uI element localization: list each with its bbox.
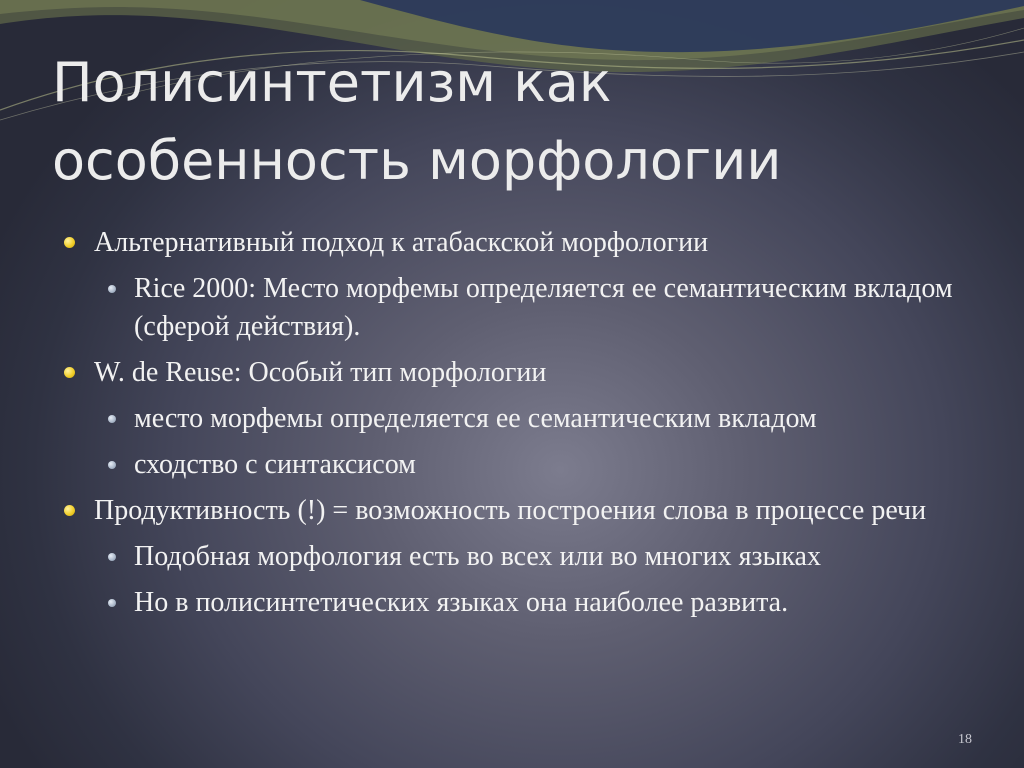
blue-bullet-icon [108, 415, 116, 423]
slide-title-line-1: Полисинтетизм как [52, 51, 612, 114]
sub-bullet-item [64, 538, 964, 576]
blue-bullet-icon [108, 285, 116, 293]
sub-bullet-text: Подобная морфология есть во всех или во многих языках [134, 541, 821, 572]
sub-bullet-item [64, 584, 964, 622]
slide-title-line-2: особенность морфологии [52, 129, 782, 192]
sub-bullet-item [64, 446, 964, 484]
sub-bullet-text: сходство с синтаксисом [134, 449, 416, 480]
bullet-text: W. de Reuse: Особый тип морфологии [94, 357, 547, 388]
sub-bullet-item [64, 400, 964, 438]
blue-bullet-icon [108, 599, 116, 607]
bullet-text: Альтернативный подход к атабаскской морфологии [94, 227, 709, 258]
slide-title [52, 44, 992, 200]
bullet-item [64, 492, 964, 530]
sub-bullet-item [64, 270, 964, 346]
sub-bullet-text: Rice 2000: Место морфемы определяется ее семантическим вкладом (сферой действия). [134, 273, 953, 342]
bullet-item [64, 354, 964, 392]
slide-number: 18 [958, 732, 972, 747]
bullet-list [64, 224, 964, 630]
yellow-bullet-icon [64, 505, 75, 516]
bullet-text: Продуктивность (!) = возможность построения слова в процессе речи [94, 495, 927, 526]
sub-bullet-text: место морфемы определяется ее семантическим вкладом [134, 403, 817, 434]
yellow-bullet-icon [64, 367, 75, 378]
bullet-item [64, 224, 964, 262]
yellow-bullet-icon [64, 237, 75, 248]
blue-bullet-icon [108, 553, 116, 561]
blue-bullet-icon [108, 461, 116, 469]
sub-bullet-text: Но в полисинтетических языках она наиболее развита. [134, 587, 789, 618]
